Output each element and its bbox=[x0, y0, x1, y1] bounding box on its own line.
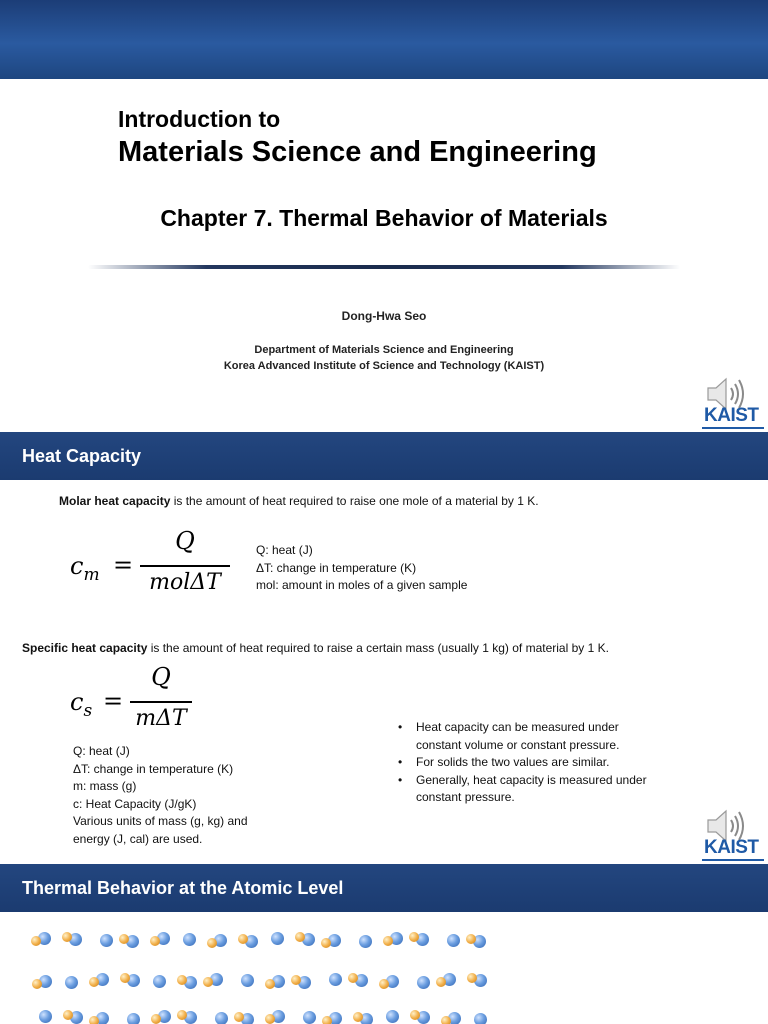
atom-orange bbox=[353, 1012, 363, 1022]
formula-specific-c: c bbox=[70, 688, 84, 716]
molar-var-dt: ΔT: change in temperature (K) bbox=[256, 560, 417, 575]
specific-var-m: m: mass (g) bbox=[73, 779, 137, 793]
formula-molar-numerator: Q bbox=[175, 527, 195, 555]
atom-orange bbox=[295, 932, 305, 942]
formula-molar-lhs bbox=[70, 552, 100, 585]
heat-capacity-notes bbox=[396, 719, 656, 807]
formula-specific-denominator: mΔT bbox=[135, 706, 187, 731]
atom-orange bbox=[177, 1010, 187, 1020]
atom-orange bbox=[150, 936, 160, 946]
atom-orange bbox=[322, 1016, 332, 1024]
atom-orange bbox=[409, 932, 419, 942]
atom-blue bbox=[386, 1010, 399, 1023]
atom-blue bbox=[39, 1010, 52, 1023]
atom-orange bbox=[177, 975, 187, 985]
department-line: Department of Materials Science and Engineering bbox=[254, 344, 514, 356]
atom-orange bbox=[466, 934, 476, 944]
formula-specific-fraction-bar bbox=[130, 701, 192, 703]
atom-orange bbox=[291, 975, 301, 985]
atom-orange bbox=[238, 934, 248, 944]
atom-blue bbox=[447, 934, 460, 947]
formula-specific-numerator: Q bbox=[151, 663, 171, 691]
atom-blue bbox=[271, 932, 284, 945]
molar-term: Molar heat capacity bbox=[59, 494, 171, 508]
atom-blue bbox=[417, 976, 430, 989]
bullet-item: • For solids the two values are similar. bbox=[396, 754, 656, 772]
specific-var-c: c: Heat Capacity (J/gK) bbox=[73, 796, 197, 811]
atom-orange bbox=[89, 1016, 99, 1024]
kaist-logo: KAIST bbox=[704, 405, 759, 426]
affiliation bbox=[0, 342, 768, 374]
kaist-logo-underline bbox=[702, 427, 764, 429]
atom-blue bbox=[183, 933, 196, 946]
formula-molar-denominator: molΔT bbox=[149, 570, 221, 595]
specific-definition bbox=[22, 641, 609, 655]
molar-definition-text: is the amount of heat required to raise one mole of a material by 1 K. bbox=[170, 494, 539, 508]
title-slide bbox=[0, 0, 768, 432]
units-note-line2: energy (J, cal) are used. bbox=[73, 831, 203, 846]
author-name: Dong-Hwa Seo bbox=[341, 309, 427, 323]
atomic-level-slide bbox=[0, 864, 768, 1024]
formula-specific-sub: s bbox=[83, 700, 93, 721]
formula-molar-c: c bbox=[70, 552, 84, 580]
kaist-logo: KAIST bbox=[704, 837, 759, 858]
kaist-logo-underline bbox=[702, 859, 764, 861]
atom-blue bbox=[65, 976, 78, 989]
atom-blue bbox=[153, 975, 166, 988]
slide-title: Thermal Behavior at the Atomic Level bbox=[22, 878, 344, 898]
atom-blue bbox=[303, 1011, 316, 1024]
molar-var-q: Q: heat (J) bbox=[256, 543, 313, 557]
atom-orange bbox=[151, 1014, 161, 1024]
formula-specific-equals: = bbox=[103, 687, 124, 715]
heat-capacity-slide bbox=[0, 432, 768, 864]
atom-orange bbox=[265, 979, 275, 989]
atom-orange bbox=[348, 973, 358, 983]
atom-orange bbox=[203, 977, 213, 987]
atom-orange bbox=[207, 938, 217, 948]
formula-molar-sub: m bbox=[83, 564, 100, 585]
title-divider bbox=[88, 265, 680, 269]
atom-orange bbox=[410, 1010, 420, 1020]
atom-orange bbox=[119, 934, 129, 944]
atom-blue bbox=[474, 1013, 487, 1024]
atom-orange bbox=[62, 932, 72, 942]
slide-title: Heat Capacity bbox=[22, 446, 142, 466]
atomic-lattice-illustration bbox=[0, 912, 768, 1024]
atom-blue bbox=[215, 1012, 228, 1024]
atom-orange bbox=[467, 973, 477, 983]
atom-blue bbox=[329, 973, 342, 986]
specific-var-q: Q: heat (J) bbox=[73, 744, 130, 758]
formula-molar-equals: = bbox=[113, 551, 134, 579]
atom-orange bbox=[31, 936, 41, 946]
atom-orange bbox=[32, 979, 42, 989]
bullet-item: • Heat capacity can be measured under constant volume or constant pressure. bbox=[396, 719, 656, 754]
specific-variable-list bbox=[73, 743, 248, 848]
molar-variable-list bbox=[256, 542, 467, 595]
atom-orange bbox=[441, 1016, 451, 1024]
atom-orange bbox=[436, 977, 446, 987]
title-top-band bbox=[0, 0, 768, 79]
atom-blue bbox=[241, 974, 254, 987]
formula-molar-fraction-bar bbox=[140, 565, 230, 567]
units-note-line1: Various units of mass (g, kg) and bbox=[73, 814, 248, 828]
atom-orange bbox=[379, 979, 389, 989]
atom-orange bbox=[383, 936, 393, 946]
bullet-item: • Generally, heat capacity is measured under constant pressure. bbox=[396, 772, 656, 807]
atom-blue bbox=[100, 934, 113, 947]
molar-definition bbox=[59, 494, 539, 508]
atom-blue bbox=[127, 1013, 140, 1024]
atom-orange bbox=[321, 938, 331, 948]
course-title-prefix: Introduction to bbox=[118, 106, 281, 132]
specific-term: Specific heat capacity bbox=[22, 641, 148, 655]
institute-line: Korea Advanced Institute of Science and Technology (KAIST) bbox=[223, 360, 545, 372]
atom-orange bbox=[120, 973, 130, 983]
atom-orange bbox=[265, 1014, 275, 1024]
chapter-title: Chapter 7. Thermal Behavior of Materials bbox=[160, 205, 608, 231]
atom-orange bbox=[234, 1012, 244, 1022]
course-title: Materials Science and Engineering bbox=[118, 136, 597, 168]
formula-specific-lhs bbox=[70, 688, 92, 721]
atom-blue bbox=[359, 935, 372, 948]
specific-var-dt: ΔT: change in temperature (K) bbox=[73, 761, 234, 776]
molar-var-mol: mol: amount in moles of a given sample bbox=[256, 578, 468, 592]
specific-definition-text: is the amount of heat required to raise a certain mass (usually 1 kg) of material by 1 K. bbox=[147, 641, 609, 655]
atom-orange bbox=[89, 977, 99, 987]
atom-orange bbox=[63, 1010, 73, 1020]
